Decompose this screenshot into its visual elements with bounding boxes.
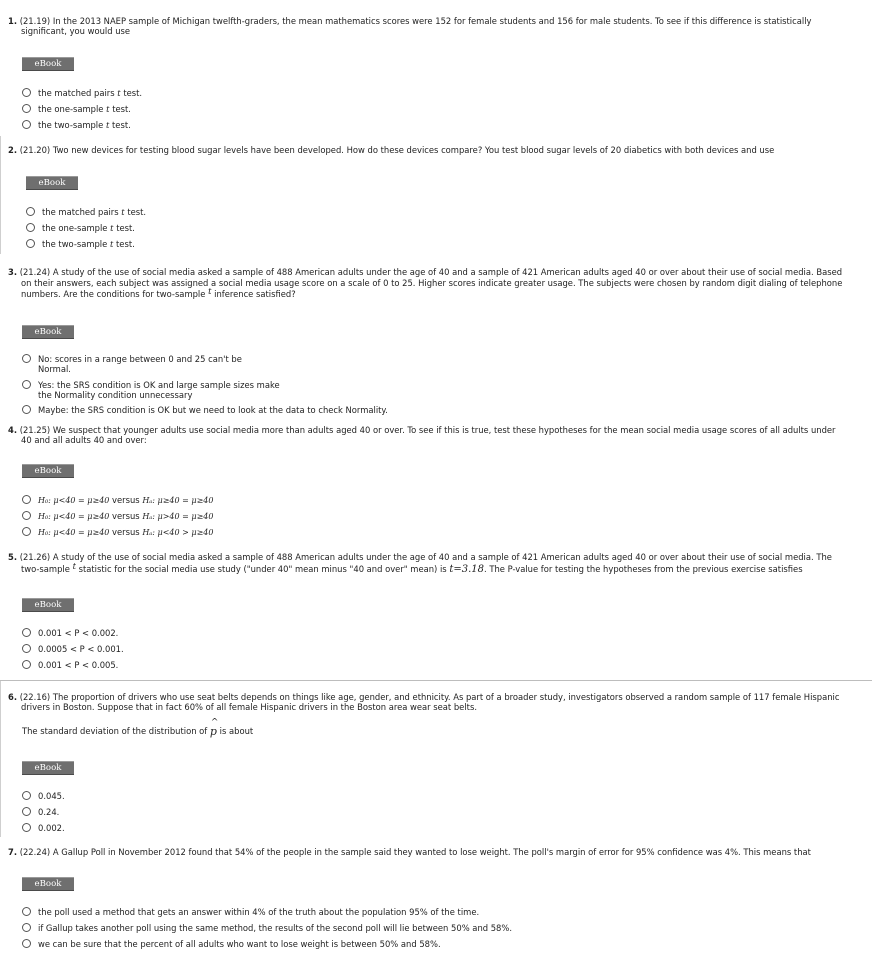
question-text: (22.16) The proportion of drivers who use seat belts depends on things like age, gender, and ethnicity. As part of a broader study, investigators observed a random sample of 117 female Hispanic [19, 692, 840, 702]
question-5: 5. (21.26) A study of the use of social media asked a sample of 488 American adults under the age of 40 and a sample of 421 American adults aged 40 or over about their use of social media. The two-sample t statistic for the social media use study ("under 40" mean minus "40 and over" mean) is t=3.18. The P-value for testing the hypotheses from the previous exercise satisfies eBook 0.001 < P < 0.002. 0.0005 < P < 0.001. 0.001 < P < 0.005. [8, 552, 832, 670]
question-number: 7. [8, 847, 18, 857]
radio-button[interactable] [22, 495, 31, 504]
question-text-cont: 40 and all adults 40 and over: [21, 435, 147, 445]
question-number: 3. [8, 267, 18, 277]
t-symbol: t [72, 561, 76, 571]
question-text: (21.26) A study of the use of social media asked a sample of 488 American adults under the age of 40 and a sample of 421 American adults aged 40 or over about their use of social media. The [19, 552, 832, 562]
question-text: (21.19) In the 2013 NAEP sample of Michigan twelfth-graders, the mean mathematics scores were 152 for female students and 156 for male students. To see if this difference is statistically [19, 16, 812, 26]
option-one-sample[interactable]: the one-sample t test. [26, 223, 135, 233]
radio-button[interactable] [22, 405, 31, 414]
ebook-button[interactable]: eBook [22, 325, 74, 339]
option-b[interactable]: 0.0005 < P < 0.001. [22, 644, 124, 654]
option-b[interactable]: if Gallup takes another poll using the same method, the results of the second poll will lie between 50% and 58%. [22, 923, 512, 933]
option-maybe[interactable]: Maybe: the SRS condition is OK but we need to look at the data to check Normality. [22, 405, 388, 415]
ebook-button[interactable]: eBook [22, 877, 74, 891]
option-a[interactable]: 0.045. [22, 791, 65, 801]
question-text: (22.24) A Gallup Poll in November 2012 found that 54% of the people in the sample said they wanted to lose weight. The poll's margin of error for 95% confidence was 4%. This means that [19, 847, 811, 857]
radio-button[interactable] [26, 207, 35, 216]
option-c[interactable]: 0.002. [22, 823, 65, 833]
question-2 [0, 136, 872, 256]
radio-button[interactable] [22, 380, 31, 389]
question-number: 1. [8, 16, 18, 26]
t-statistic: t=3.18 [449, 564, 485, 575]
option-matched-pairs[interactable]: the matched pairs t test. [22, 88, 142, 98]
question-3: 3. (21.24) A study of the use of social media asked a sample of 488 American adults under the age of 40 and a sample of 421 American adults aged 40 or over about their use of social media. Based on their answers, each subject was assigned a social media usage score on a scale of 0 to 25. Higher scores indicate greater usage. The subjects were chosen by random digit dialing of telephone numbers. Are the conditions for two-sample t inference satisfied? eBook No: scores in a range between 0 and 25 can't be Normal. Yes: the SRS condition is OK and large sample sizes make the Normality condition unnecessary Maybe: the SRS condition is OK but we need to look at the data to check Normality. [0, 256, 872, 421]
radio-button[interactable] [22, 628, 31, 637]
radio-button[interactable] [22, 104, 31, 113]
option-no[interactable]: No: scores in a range between 0 and 25 can't be Normal. [22, 354, 242, 364]
question-text-cont: two-sample [21, 564, 70, 574]
question-text-cont: drivers in Boston. Suppose that in fact 60% of all female Hispanic drivers in the Boston area wear seat belts. [21, 702, 477, 712]
question-number: 6. [8, 692, 18, 702]
option-c[interactable]: we can be sure that the percent of all adults who want to lose weight is between 50% and 58%. [22, 939, 441, 949]
option-hypothesis-3[interactable]: H₀: μ<40 = μ≥40 versus Hₐ: μ<40 > μ≥40 [22, 527, 213, 538]
question-text: (21.20) Two new devices for testing blood sugar levels have been developed. How do these devices compare? You test blood sugar levels of 20 diabetics with both devices and use [19, 145, 775, 155]
ebook-button[interactable]: eBook [22, 761, 74, 775]
option-a[interactable]: the poll used a method that gets an answer within 4% of the truth about the population 95% of the time. [22, 907, 479, 917]
radio-button[interactable] [22, 120, 31, 129]
question-4 [0, 420, 872, 546]
radio-button[interactable] [22, 791, 31, 800]
t-symbol: t [208, 286, 212, 296]
question-text: (21.25) We suspect that younger adults use social media more than adults aged 40 or over. To see if this is true, test these hypotheses for the mean social media usage scores of all adults under [19, 425, 836, 435]
option-hypothesis-2[interactable]: H₀: μ<40 = μ≥40 versus Hₐ: μ>40 = μ≥40 [22, 511, 213, 522]
question-7 [0, 841, 872, 964]
radio-button[interactable] [26, 239, 35, 248]
ebook-button[interactable]: eBook [22, 464, 74, 478]
question-text-cont: on their answers, each subject was assigned a social media usage score on a scale of 0 to 25. Higher scores indicate greater usage. The subjects were chosen by random digit dialing of telephone [21, 278, 843, 288]
option-matched-pairs[interactable]: the matched pairs t test. [26, 207, 146, 217]
option-a[interactable]: 0.001 < P < 0.002. [22, 628, 118, 638]
radio-button[interactable] [22, 511, 31, 520]
option-hypothesis-1[interactable]: H₀: μ<40 = μ≥40 versus Hₐ: μ≥40 = μ≥40 [22, 495, 213, 506]
ebook-button[interactable]: eBook [22, 598, 74, 612]
question-text-cont: significant, you would use [21, 26, 131, 36]
radio-button[interactable] [22, 644, 31, 653]
radio-button[interactable] [22, 923, 31, 932]
option-two-sample[interactable]: the two-sample t test. [22, 120, 131, 130]
question-prompt: The standard deviation of the distribution of [22, 726, 208, 736]
option-c[interactable]: 0.001 < P < 0.005. [22, 660, 118, 670]
question-number: 4. [8, 425, 18, 435]
option-two-sample[interactable]: the two-sample t test. [26, 239, 135, 249]
option-b[interactable]: 0.24. [22, 807, 59, 817]
p-hat-symbol: ^ p [210, 725, 217, 738]
question-number: 2. [8, 145, 18, 155]
radio-button[interactable] [22, 823, 31, 832]
question-number: 5. [8, 552, 18, 562]
radio-button[interactable] [22, 527, 31, 536]
radio-button[interactable] [22, 354, 31, 363]
radio-button[interactable] [22, 660, 31, 669]
radio-button[interactable] [26, 223, 35, 232]
question-text-cont: numbers. Are the conditions for two-sample [21, 289, 206, 299]
question-text: (21.24) A study of the use of social media asked a sample of 488 American adults under the age of 40 and a sample of 421 American adults aged 40 or over about their use of social media. Based [19, 267, 843, 277]
question-1 [0, 0, 872, 135]
radio-button[interactable] [22, 807, 31, 816]
question-6: 6. (22.16) The proportion of drivers who use seat belts depends on things like age, gender, and ethnicity. As part of a broader study, investigators observed a random sample of 117 female Hispanic drivers in Boston. Suppose that in fact 60% of all female Hispanic drivers in the Boston area wear seat belts. The standard deviation of the distribution of ^ p is about eBook 0.045. 0.24. 0.002. [0, 681, 872, 841]
option-one-sample[interactable]: the one-sample t test. [22, 104, 131, 114]
radio-button[interactable] [22, 88, 31, 97]
radio-button[interactable] [22, 907, 31, 916]
ebook-button[interactable]: eBook [22, 57, 74, 71]
ebook-button[interactable]: eBook [26, 176, 78, 190]
option-yes[interactable]: Yes: the SRS condition is OK and large sample sizes make the Normality condition unnecessary [22, 380, 280, 390]
radio-button[interactable] [22, 939, 31, 948]
